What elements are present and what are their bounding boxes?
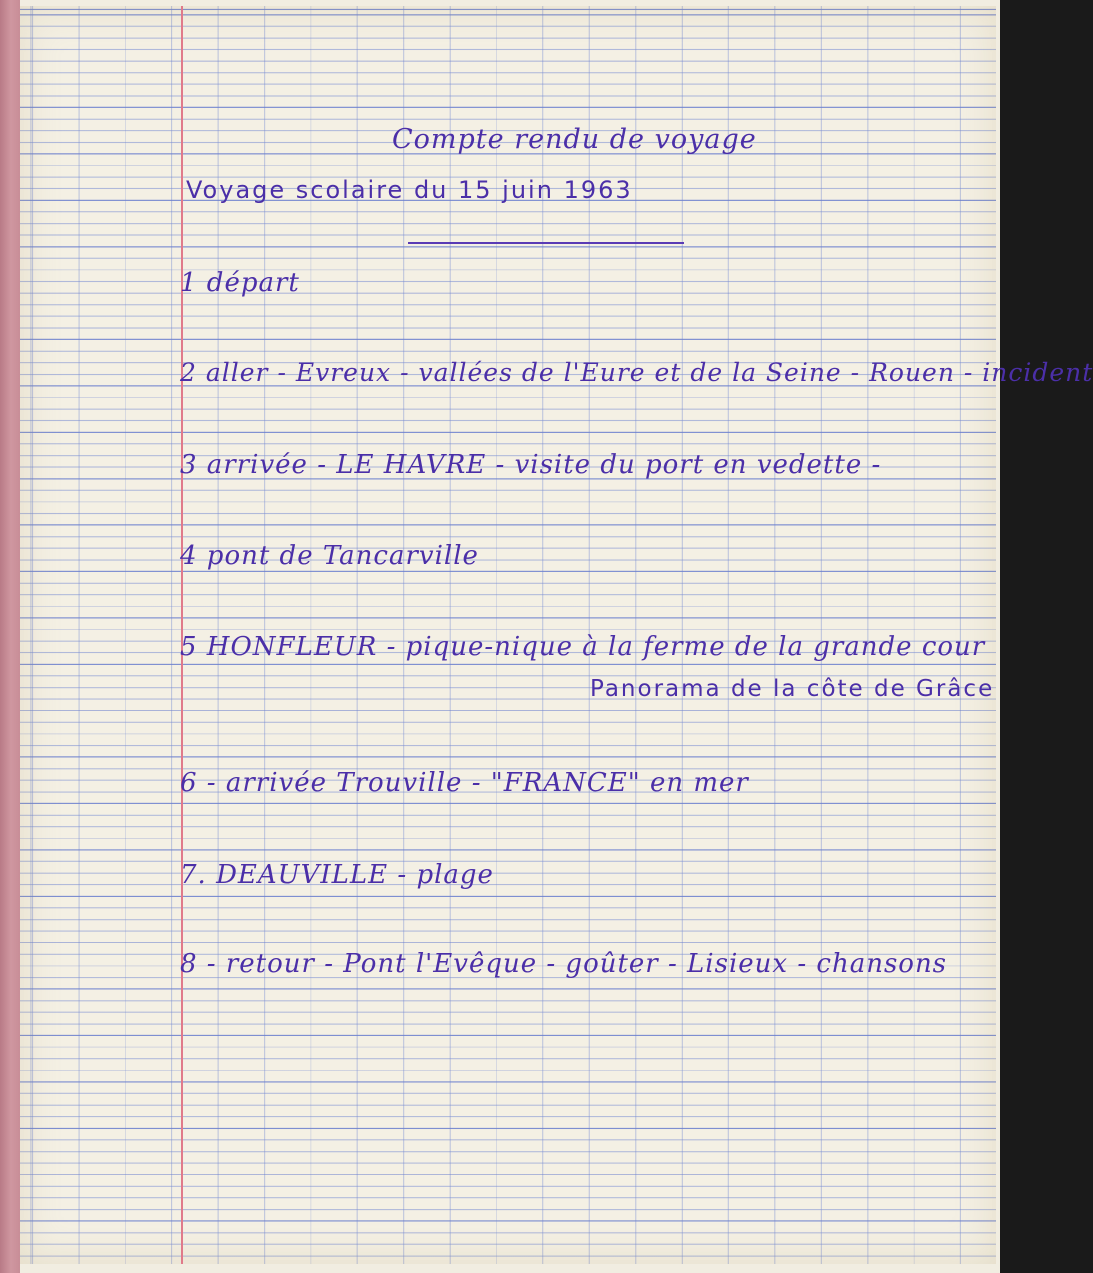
list-item-continuation: Panorama de la côte de Grâce xyxy=(590,676,995,702)
ruled-paper xyxy=(20,6,1093,1264)
list-item: 8 - retour - Pont l'Evêque - goûter - Lisieux - chansons xyxy=(180,949,948,979)
list-item: 3 arrivée - LE HAVRE - visite du port en vedette - xyxy=(180,450,882,480)
list-item: 1 départ xyxy=(180,268,300,298)
page-subtitle: Voyage scolaire du 15 juin 1963 xyxy=(186,176,633,204)
list-item: 5 HONFLEUR - pique-nique à la ferme de la grande cour xyxy=(180,632,986,662)
list-item: 7. DEAUVILLE - plage xyxy=(180,860,494,890)
notebook-binding xyxy=(0,0,20,1273)
list-item: 2 aller - Evreux - vallées de l'Eure et de la Seine - Rouen - incident xyxy=(180,358,1093,387)
title-underline xyxy=(408,242,684,244)
list-item: 6 - arrivée Trouville - "FRANCE" en mer xyxy=(180,768,749,798)
list-item: 4 pont de Tancarville xyxy=(180,541,479,571)
page-title: Compte rendu de voyage xyxy=(392,124,757,155)
